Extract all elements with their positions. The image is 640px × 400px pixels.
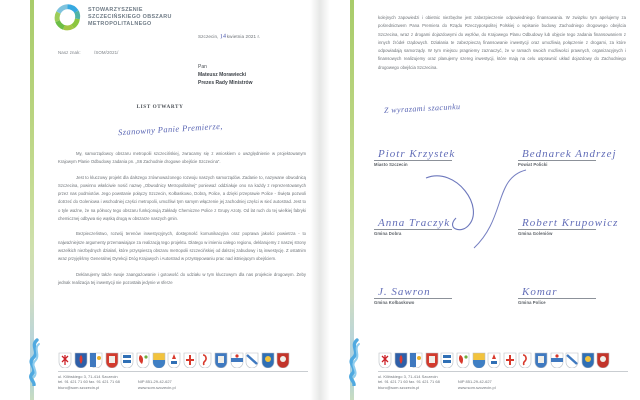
signature-line [518,160,596,161]
coat-of-arms-shield-icon [456,352,470,368]
reference-value: /SOM/2021/ [94,50,119,55]
river-wave-icon [26,338,44,386]
signature-line [374,298,452,299]
coat-of-arms-shield-icon [534,352,548,368]
handwritten-signature: Bednarek Andrzej [522,148,617,160]
coat-of-arms-shield-icon [425,352,439,368]
paragraph: Bezpieczeństwo, rozwój terenów inwestycyjnych, dostępność komunikacyjna oraz poprawa jakości powietrza - to najważniejsze argumenty przemawiające za realizacją tego projektu. Dlatego w imieniu całego regionu, deklarujemy z naszej strony wszelkich niezbędnych działań, które przyspieszą obszaru metropolii szczecińskiej od dalszej zabudowy i tą inwestycję. Z ostatnim wraz przyjęliśmy Generalnej Dyrekcji Dróg Krajowych i Autostrad w przystępowaniu prac nad istniejącym obejściem. [58,231,306,262]
coat-of-arms-shield-icon [89,352,103,368]
addressee-title: Prezes Rady Ministrów [198,80,253,86]
coat-of-arms-shield-icon [518,352,532,368]
signature-block [518,278,600,305]
coat-of-arms-shield-icon [378,352,392,368]
footer-contact-col-1 [58,374,120,390]
document-page-right [320,0,640,400]
addressee-block [198,63,252,87]
handwritten-signature: Anna Traczyk [378,217,451,230]
footer-phone: tel. 91 421 71 60 fax. 91 421 71 68 [378,379,440,385]
addressee-honorific: Pan [198,64,207,70]
handwritten-closing: Z wyrazami szacunku [383,102,461,115]
letterhead [54,4,172,31]
handwritten-signature: J. Sawron [378,286,431,299]
footer-address: ul. Kilińskiego 3, 71-414 Szczecin [58,373,118,379]
signature-grid [374,140,630,347]
footer-nip: NIP 851-29-42-627 [457,379,492,385]
place-date-prefix: Szczecin, [198,34,219,39]
coat-of-arms-shield-icon [120,352,134,368]
signature-block [518,140,617,168]
page-title: LIST OTWARTY [136,104,184,110]
handwritten-day: 14 [219,33,227,41]
organization-name [88,7,172,29]
coat-of-arms-shield-icon [214,352,228,368]
coat-of-arms-shield-icon [472,352,486,368]
coat-of-arms-shield-icon [503,352,517,368]
coat-of-arms-shield-icon [565,352,579,368]
footer-email[interactable]: biuro@som.szczecin.pl [58,384,100,390]
signature-label: Gmina Police [518,300,546,306]
org-line-1: STOWARZYSZENIE [88,6,143,13]
coat-of-arms-shield-icon [276,352,290,368]
footer-address: ul. Kilińskiego 3, 71-414 Szczecin [378,373,438,379]
coat-of-arms-shield-icon [105,352,119,368]
page-fold-shadow-right [320,0,330,400]
footer-website[interactable]: www.som.szczecin.pl [137,384,176,390]
footer-divider [58,371,308,372]
org-line-3: METROPOLITALNEGO [88,21,152,28]
org-line-2: SZCZECIŃSKIEGO OBSZARU [88,13,172,20]
crest-row [378,352,628,368]
footer-contact [378,374,628,390]
paragraph: My, samorządowcy obszaru metropolii szczecińskiej, zwracamy się z wnioskiem o uwzględnienie w projektowanym Krajowym Planie Odbudowy zadania pn. „S6 Zachodnie drogowe obejście Szczecina”. [58,151,306,165]
coat-of-arms-shield-icon [394,352,408,368]
footer-nip: NIP 851-29-42-627 [137,379,172,385]
footer-email[interactable]: biuro@som.szczecin.pl [378,384,420,390]
signature-block [374,278,456,305]
handwritten-signature: Piotr Krzystek [378,148,456,160]
coat-of-arms-shield-icon [245,352,259,368]
coat-of-arms-shield-icon [581,352,595,368]
paragraph: kolejnych zapowiedzi i obietnic niezbędne jest zabezpieczenie odpowiedniego finansowania. W związku tym apelujemy za pośrednictwem Pana Premiera do Rządu Rzeczypospolitej Polskiej o wpisanie budowy Zachodniego drogowego obejścia Szczecina, wraz z drogami dojazdowymi do węzłów, do Krajowego Planu Odbudowy lub objęcie tego zadania finansowaniem z innych źródeł rządowych. Działania te zabezpieczą finansowanie inwestycji oraz umożliwią połączenie z drogami, za które odpowiadają samorządy. W tym miejscu pragniemy zaznaczyć, że w ramach swoich możliwości prawnych, organizacyjnych i finansowych realizujemy oraz planujemy szereg inwestycji, które mają na celu usprawnić układ dojazdowy do Zachodniego drogowego obejścia Szczecina. [378,15,626,70]
handwritten-salutation: Szanowny Panie Premierze, [117,120,224,138]
coat-of-arms-shield-icon [487,352,501,368]
coat-of-arms-shield-icon [596,352,610,368]
place-and-date [198,34,260,40]
coat-of-arms-shield-icon [550,352,564,368]
page-footer-left [58,352,308,390]
page-footer-right [378,352,628,390]
footer-contact-col-2 [458,374,496,390]
body-text-right [378,14,626,79]
coat-of-arms-shield-icon [74,352,88,368]
footer-phone: tel. 91 421 71 60 fax. 91 421 71 68 [58,379,120,385]
signature-label: Miasto Szczecin [374,162,408,168]
page-fold-shadow-left [310,0,320,400]
crest-row [58,352,308,368]
signature-row [374,140,630,167]
signature-block [374,140,456,167]
reference-line [58,50,118,55]
signature-row [374,209,630,236]
signature-block [374,209,456,236]
footer-contact-col-1 [378,374,440,390]
paragraph: Deklarujemy także swoje zaangażowanie i gotowość do udziału w tym kluczowym dla nas projekcie drogowym. Żeby jednak realizacja tej inwestycji nie pozostała jedynie w sferze [58,271,306,285]
handwritten-signature: Robert Krupowicz [522,217,619,230]
coat-of-arms-shield-icon [136,352,150,368]
coat-of-arms-shield-icon [167,352,181,368]
metropolitan-ring-logo [54,4,81,31]
coat-of-arms-shield-icon [261,352,275,368]
footer-contact [58,374,308,390]
place-date-suffix: kwietnia 2021 r. [226,34,261,39]
coat-of-arms-shield-icon [198,352,212,368]
handwritten-signature: Komar [522,286,558,299]
signature-label: Gmina Dobra [374,231,402,237]
signature-block [518,209,619,237]
addressee-name: Mateusz Morawiecki [198,72,247,78]
coat-of-arms-shield-icon [440,352,454,368]
reference-label: Nasz znak: [58,50,81,55]
paragraph: Jest to kluczowy projekt dla dalszego zrównoważonego rozwoju naszych samorządów. Zadanie to, nazywane obwodnicą Szczecina, powinno właściwie nosić nazwę „Obwodnicy Metropolitalnej” ponieważ oddziałuje ono na każdy z reprezentowanych przez nas podmiotów. Jego powstanie połączy Szczecin, Kołbaskowo, Dobrą, Police, a dzięki przeprawie Police - Święta pozwoli dotrzeć do Goleniowa i wschodniej części metropolii, umożliwi tym samym włączenie jej zachodniej części w sieć autostrad. Jest to o tyle ważne, że na północy tego obszaru funkcjonują Zakłady Chemiczne Police z Grupy Azoty. Od lat ruch do tej wielkiej fabryki chemicznej odbywa się wąską drogą w obszarze naszych gmin. [58,174,306,222]
signature-line [518,229,596,230]
footer-website[interactable]: www.som.szczecin.pl [457,384,496,390]
signature-line [518,298,596,299]
coat-of-arms-shield-icon [230,352,244,368]
signature-row [374,278,630,305]
signature-line [374,229,452,230]
coat-of-arms-shield-icon [152,352,166,368]
footer-contact-col-2 [138,374,176,390]
coat-of-arms-shield-icon [183,352,197,368]
signature-label: Powiat Policki [518,162,548,168]
coat-of-arms-shield-icon [409,352,423,368]
signature-line [374,160,452,161]
coat-of-arms-shield-icon [58,352,72,368]
signature-label: Gmina Goleniów [518,231,553,237]
footer-divider [378,371,628,372]
signature-label: Gmina Kołbaskowo [374,300,415,306]
body-text-left [58,150,306,294]
river-wave-icon [346,338,364,386]
